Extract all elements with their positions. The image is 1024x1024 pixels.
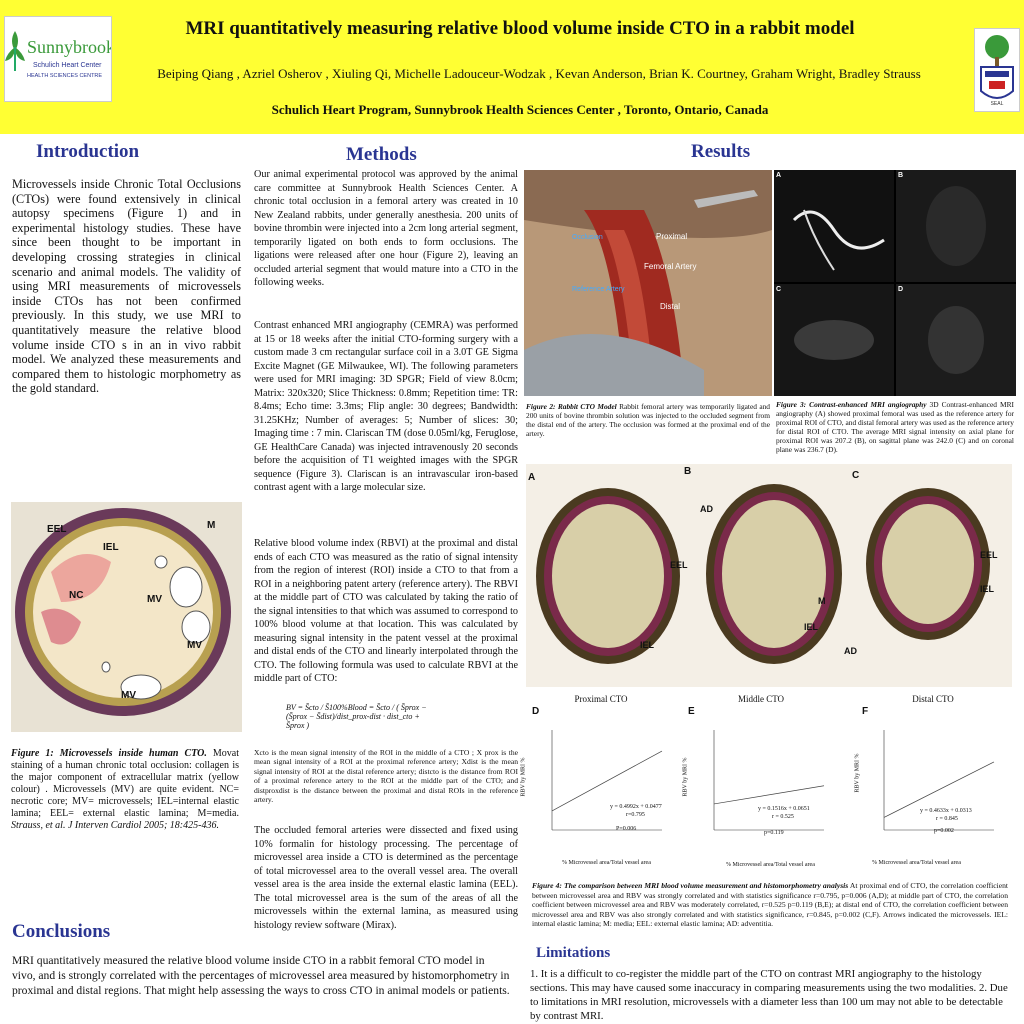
conclusions-heading: Conclusions: [12, 921, 111, 942]
figure-4-histology-panels: [526, 464, 1012, 687]
label-mv-1: MV: [147, 594, 162, 605]
plot-proximal-eq: y = 0.4992x + 0.0477: [610, 804, 662, 810]
label-iel-3: IEL: [640, 640, 655, 650]
plot-proximal-p: P=0.006: [616, 826, 637, 832]
label-mv-2: MV: [187, 640, 202, 651]
plot-middle-title: Middle CTO: [737, 694, 785, 704]
fig3-panel-d: D: [898, 286, 904, 293]
label-distal: Distal: [660, 302, 681, 311]
plot-proximal-title: Proximal CTO: [574, 694, 628, 704]
label-nc: NC: [69, 590, 84, 601]
sunnybrook-logo: [4, 16, 112, 102]
plot-middle: [682, 694, 836, 874]
fig4-panel-c: C: [852, 470, 860, 481]
plot-distal-ylabel: RBV by MRI %: [854, 753, 861, 793]
svg-text:HEALTH SCIENCES CENTRE: HEALTH SCIENCES CENTRE: [27, 73, 103, 79]
figure-4-caption: Figure 4: The comparison between MRI blood volume measurement and histomorphometry analysis At proximal end of CTO, the correlation coefficient between microvessel area and RBV was strongly correlated and with statistics significance r=0.795, p=0.006 (A,D); at middle part of CTO, the correlation coefficient between microvessel area and RBV was moderately correlated, r=0.525 p=0.119 (B,E); at distal end of CTO, the correlation coefficient between microvessel area and RBV was also strongly correlated and with statistics significance, r=0.845, p=0.002 (C,F). Arrows indicated the microvessels. IEL: internal elastic lamina; M: media; EEL: external elastic lamina; AD: adventitia.: [532, 881, 1009, 929]
fig3-panel-b: B: [898, 172, 904, 179]
regression-line: [552, 751, 662, 811]
plot-proximal-panel: D: [532, 706, 540, 717]
plot-distal-xlabel: % Microvessel area/Total vessel area: [872, 860, 961, 866]
logo-name: Sunnybrook: [27, 37, 111, 57]
methods-paragraph-5: The occluded femoral arteries were dissected and fixed using 10% formalin for histology processing. The percentage of microvessel area inside a CTO is determined as the percentage of total microvessel area to the overall vessel area. The overall vessel area is the area inside the external elastic lamina (EEL). The total microvessel area is the sum of the areas of all the microvessels within the external lamina, as measured using histology review software (Mirax).: [254, 825, 518, 931]
plot-distal-panel: F: [862, 706, 869, 717]
methods-paragraph-1: Our animal experimental protocol was approved by the animal care committee at Sunnybrook Health Sciences Center. A chronic total occlusion in a femoral artery was created in 10 New Zealand rabbits, under generally anesthesia. 200 units of bovine thrombin were injected into a 2cm long arterial segment, temporarily ligated on both ends to form occlusions. The ligations were released after one hour (Figure 2), leaving an occluded arterial segment that would mature into a CTO in the following weeks.: [254, 169, 518, 288]
label-iel-1: IEL: [980, 584, 995, 594]
figure-1-caption: Figure 1: Microvessels inside human CTO. Movat staining of a human chronic total occlusion: collagen is the major component of extracellular matrix (yellow colour) . Microvessels (MV) are quite evident. NC= necrotic core; MV= microvessels; IEL=internal elastic lamina; EEL= external elastic lamina; M=media. Strauss, et al. J Interven Cardiol 2005; 18:425-436.: [11, 748, 240, 831]
plot-middle-xlabel: % Microvessel area/Total vessel area: [726, 862, 815, 868]
methods-paragraph-3: Relative blood volume index (RBVI) at the proximal and distal ends of each CTO was measured as the ratio of signal intensity from the region of interest (ROI) inside a CTO to that from a ROI in a neighboring patent artery (reference artery). The RBVI at the middle part of CTO was calculated by taking the ratio of the signal intensities to that which was assumed to correspond to 100% blood volume at that location. This was calculated by measuring signal intensity in the patent vessel at the proximal and distal ends of the CTO and linearly interpolated through the CTO. The following formula was used to calculate RBVI at the middle part of CTO:: [254, 538, 518, 684]
plot-distal-r: r = 0.845: [936, 816, 958, 822]
plot-proximal-svg: [536, 724, 676, 864]
fig4-panel-b: B: [684, 466, 692, 477]
label-ad-2: AD: [844, 646, 857, 656]
label-ad-1: AD: [700, 504, 713, 514]
plot-middle-panel: E: [688, 706, 695, 717]
plot-middle-r: r = 0.525: [772, 814, 794, 820]
results-heading: Results: [691, 141, 751, 162]
figure-1-histology-image: [11, 502, 242, 732]
plot-distal-svg: [868, 724, 1008, 864]
rbvi-formula: BV = S̄cto / S̄100%Blood = S̄cto / ( S̄prox − (S̄prox − S̄dist)/dist_prox-dist · dist_cto + S̄prox ): [286, 703, 427, 730]
label-eel-1: EEL: [670, 560, 688, 570]
plot-proximal: [520, 694, 676, 874]
label-iel-2: IEL: [804, 622, 819, 632]
author-list: Beiping Qiang , Azriel Osherov , Xiuling Qi, Michelle Ladouceur-Wodzak , Kevan Anderson, Brian K. Courtney, Graham Wright, Bradley Strauss: [157, 66, 921, 81]
poster-title: MRI quantitatively measuring relative blood volume inside CTO in a rabbit model: [185, 18, 855, 39]
plot-proximal-r: r=0.795: [626, 812, 645, 818]
plot-middle-ylabel: RBV by MRI %: [682, 757, 689, 797]
label-mv-3: MV: [121, 690, 136, 701]
figure-2-surgery-photo: [524, 170, 772, 396]
plot-distal-title: Distal CTO: [912, 694, 954, 704]
introduction-heading: Introduction: [36, 141, 140, 162]
fig3-panel-a: A: [776, 172, 782, 179]
label-m: M: [207, 520, 216, 531]
affiliation: Schulich Heart Program, Sunnybrook Health Sciences Center , Toronto, Ontario, Canada: [271, 102, 769, 117]
fig3-panel-c: C: [776, 286, 782, 293]
methods-formula-definitions: Xcto is the mean signal intensity of the ROI in the middle of a CTO ; X prox is the mean signal intensity of a ROI at the proximal reference artery; Xdist is the mean signal intensity of ROI at the distal reference artery; distcto is the distance from ROI of a proximal reference artery to the ROI at the middle part of the CTO; and distproxdist is the distance between the proximal and distal ROIs in the reference artery.: [254, 748, 518, 805]
label-eel-2: EEL: [980, 550, 998, 560]
conclusions-text: MRI quantitatively measured the relative blood volume inside CTO in a rabbit femoral CTO model in vivo, and is strongly correlated with the percentages of microvessel area measured by histomorphometry in proximal and distal regions. That might help assessing the ways to cross CTO in animal models or patients.: [12, 954, 510, 997]
plot-proximal-ylabel: RBV by MRI %: [520, 757, 527, 797]
introduction-text: Microvessels inside Chronic Total Occlusions (CTOs) were found extensively in clinical autopsy specimens (Figure 1) and in experimental histology studies. These have since been thought to be important in developing crossing strategies in clinical scenario and animal models. The validity of using MRI measurements of microvessels inside CTOs has not been confirmed previously. In this study, we use MRI to quantitatively measure the relative blood volume inside CTO s in an in vivo rabbit model. We analyzed these measurements and compared them to histologic morphometry as the gold standard.: [12, 177, 241, 396]
plot-middle-svg: [698, 724, 838, 864]
methods-heading: Methods: [346, 144, 417, 165]
plot-distal-eq: y = 0.4633x + 0.0313: [920, 808, 972, 814]
university-crest-logo: [974, 28, 1020, 112]
fig4-panel-a: A: [528, 472, 536, 483]
methods-paragraph-2: Contrast enhanced MRI angiography (CEMRA) was performed at 15 or 18 weeks after the initial CTO-forming surgery with a custom made 3 cm rectangular surface coil in a 3.0T GE Sigma Excite Magnet (GE Milwaukee, WI). The following parameters were used for MRI imaging: 3D SPGR; Field of view 8.0cm; Matrix: 320x320; Slice Thickness: 0.8mm; Repetition time: TR: 8.4ms; Echo time: 3.3ms; Flip angle: 30 degrees; Bandwidth: 31.25KHz; Number of averages: 5; Number of slices: 30; Imaging time : 7 min. Clariscan TM (dose 0.05ml/kg, Feruglose, GE HealthCare Canada) was injected intravenously 20 seconds before the acquisition of T1 weighted images with the SPGR sequence (Figure 3). Clariscan is an intravascular iron-based contrast agent with a large molecular size.: [254, 320, 518, 493]
label-iel: IEL: [103, 542, 119, 553]
figure-2-caption: Figure 2: Rabbit CTO Model Rabbit femoral artery was temporarily ligated and 200 units of bovine thrombin solution was injected to the occluded segment from the distal end of the artery. The occlusion was formed at the proximal end of the artery.: [526, 402, 770, 438]
plot-distal: [856, 694, 1010, 874]
limitations-heading: Limitations: [536, 945, 611, 961]
label-reference-artery: Reference Artery: [572, 286, 625, 293]
limitations-text: 1. It is a difficult to co-register the middle part of the CTO on contrast MRI angiography to the histology sections. This may have caused some inaccuracy in comparing measurements using the two modalities. 2. Due to limitations in MRI resolution, microvessels with a diameter less than 100 um may not able to be detectable by contrast MRI.: [530, 968, 1008, 1022]
label-occlusion: Occlusion: [572, 234, 603, 241]
plot-middle-p: p=0.119: [764, 830, 784, 836]
figure-3-mri-panels: [774, 170, 1016, 396]
plot-middle-eq: y = 0.1516x + 0.0651: [758, 806, 810, 812]
regression-line: [714, 786, 824, 804]
label-femoral-artery: Femoral Artery: [644, 262, 697, 271]
label-m: M: [818, 596, 826, 606]
figure-3-caption: Figure 3: Contrast-enhanced MRI angiography 3D Contrast-enhanced MRI angiography (A) showed proximal femoral was used as the reference artery for proximal ROI of CTO, and distal femoral artery was used as the reference artery for distal ROI of CTO. The average MRI signal intensity on axial plane for proximal ROI was 207.2 (B), on sagittal plane was 242.0 (C) and on coronal plane was 236.7 (D).: [776, 400, 1014, 454]
svg-text:Schulich Heart Center: Schulich Heart Center: [33, 62, 102, 69]
plot-distal-p: p=0.002: [934, 828, 954, 834]
label-eel: EEL: [47, 524, 67, 535]
svg-text:SEAL: SEAL: [990, 101, 1004, 107]
label-proximal: Proximal: [656, 232, 688, 241]
plot-proximal-xlabel: % Microvessel area/Total vessel area: [562, 860, 651, 866]
